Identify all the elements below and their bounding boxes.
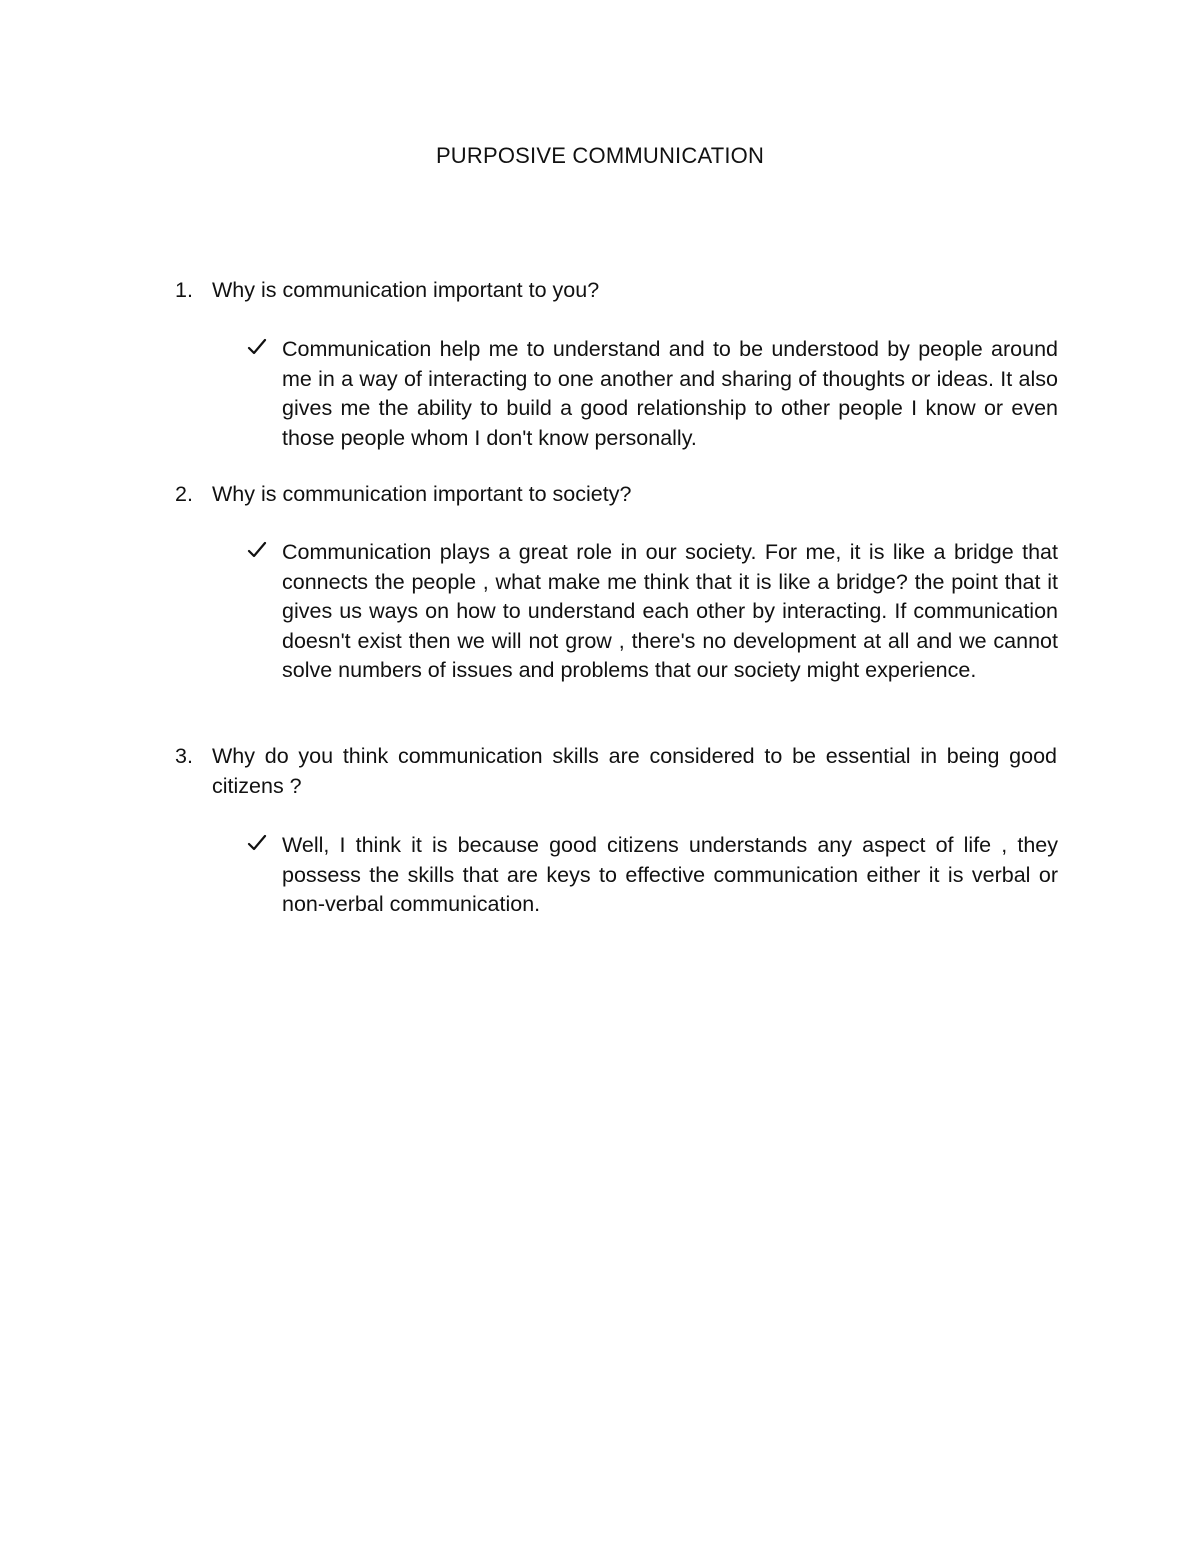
question-text: Why is communication important to society? <box>212 482 632 506</box>
answer-1 <box>246 335 1058 453</box>
question-text: Why do you think communication skills are considered to be essential in being good citizens ? <box>212 744 1057 798</box>
checkmark-icon <box>246 336 268 358</box>
answer-2 <box>246 538 1058 686</box>
question-number: 2. <box>175 482 193 506</box>
answer-3 <box>246 831 1058 920</box>
page-title: PURPOSIVE COMMUNICATION <box>435 143 765 168</box>
checkmark-icon <box>246 832 268 854</box>
answer-text: Communication help me to understand and to be understood by people around me in a way of interacting to one another and sharing of thoughts or ideas. It also gives me the ability to build a good relationship to other people I know or even those people whom I don't know personally. <box>282 337 1058 450</box>
question-3 <box>175 742 1057 801</box>
question-1 <box>175 276 1057 306</box>
question-2 <box>175 480 1057 510</box>
question-number: 1. <box>175 278 193 302</box>
answer-text: Well, I think it is because good citizens understands any aspect of life , they possess the skills that are keys to effective communication either it is verbal or non-verbal communication. <box>282 833 1058 917</box>
question-number: 3. <box>175 744 193 768</box>
question-text: Why is communication important to you? <box>212 278 600 302</box>
answer-text: Communication plays a great role in our society. For me, it is like a bridge that connects the people , what make me think that it is like a bridge? the point that it gives us ways on how to understand each other by interacting. If communication doesn't exist then we will not grow , there's no development at all and we cannot solve numbers of issues and problems that our society might experience. <box>282 540 1058 683</box>
checkmark-icon <box>246 539 268 561</box>
